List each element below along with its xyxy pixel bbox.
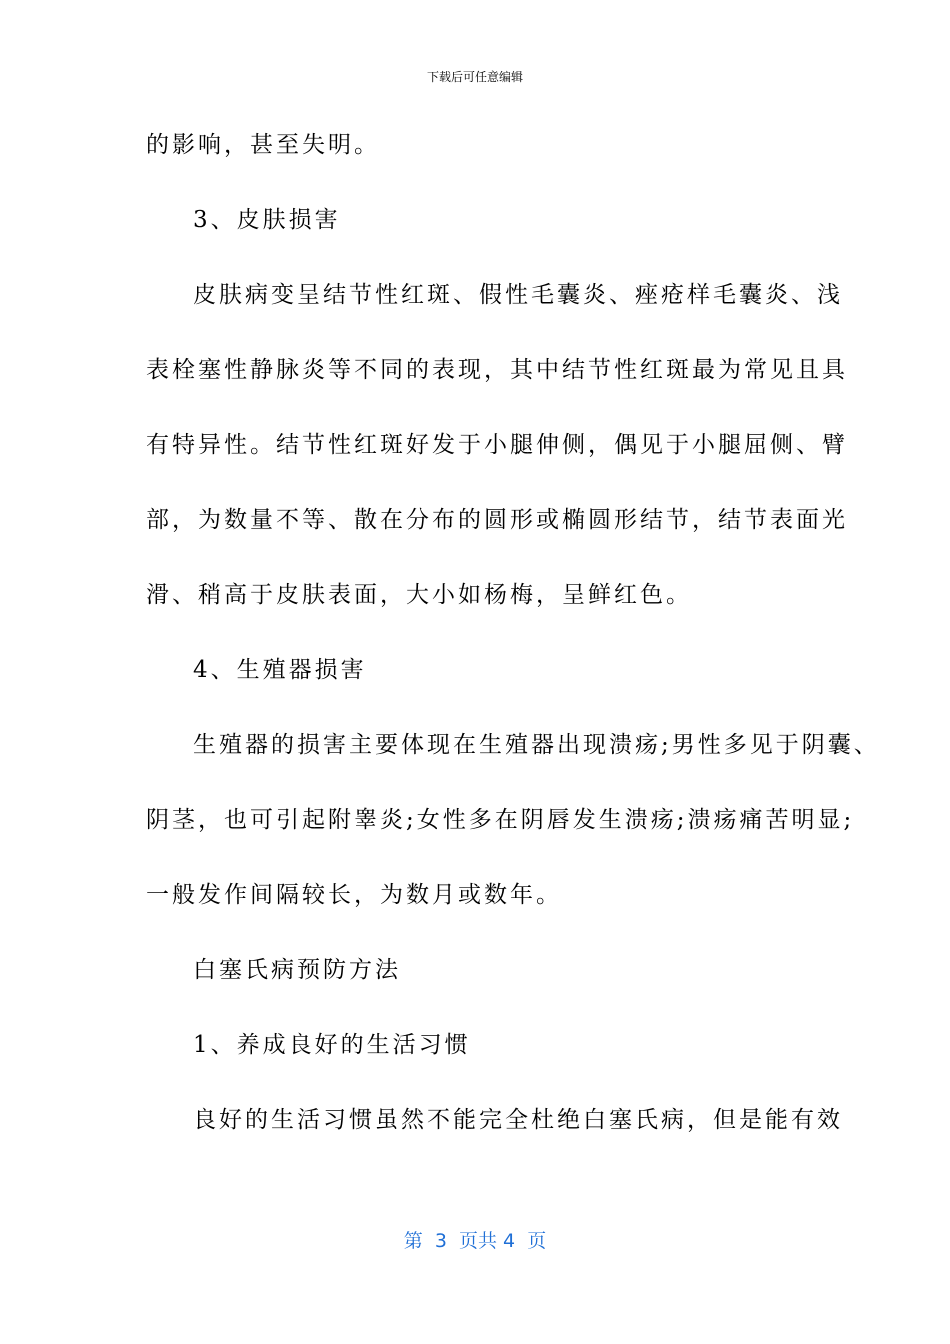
text-line: 一般发作间隔较长，为数月或数年。 [146,882,562,908]
text-line: 皮肤病变呈结节性红斑、假性毛囊炎、痤疮样毛囊炎、浅 [193,282,843,308]
text-line: 的影响，甚至失明。 [146,132,380,158]
text-line: 部，为数量不等、散在分布的圆形或椭圆形结节，结节表面光 [146,507,848,533]
text-line: 表栓塞性静脉炎等不同的表现，其中结节性红斑最为常见且具 [146,357,848,383]
section-title: 白塞氏病预防方法 [193,957,401,983]
text-line: 阴茎，也可引起附睾炎;女性多在阴唇发生溃疡;溃疡痛苦明显; [146,807,855,833]
text-line: 滑、稍高于皮肤表面，大小如杨梅，呈鲜红色。 [146,582,692,608]
section-heading: 1、养成良好的生活习惯 [193,1032,471,1058]
text-line: 良好的生活习惯虽然不能完全杜绝白塞氏病，但是能有效 [193,1107,843,1133]
section-heading: 3、皮肤损害 [193,207,341,233]
page-number: 第 3 页共 4 页 [403,1230,547,1252]
text-line: 有特异性。结节性红斑好发于小腿伸侧，偶见于小腿屈侧、臂 [146,432,848,458]
text-line: 生殖器的损害主要体现在生殖器出现溃疡;男性多见于阴囊、 [193,732,880,758]
section-heading: 4、生殖器损害 [193,657,367,683]
page-header: 下载后可任意编辑 [426,70,523,84]
